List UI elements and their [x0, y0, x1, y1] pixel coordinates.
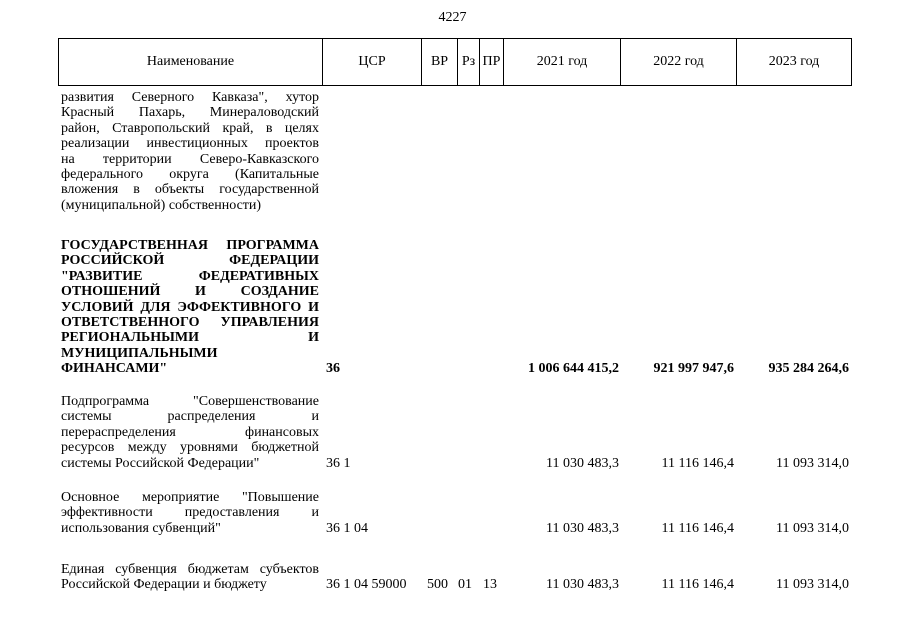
row-name-line: Единая субвенция бюджетам субъектов [61, 562, 319, 577]
cell-y2021: 11 030 483,3 [546, 455, 619, 471]
col-pr-header: ПР [480, 39, 504, 85]
cell-y2022: 921 997 947,6 [653, 361, 734, 377]
col-2023-header: 2023 год [768, 54, 820, 69]
row-name-line: на территории Северо-Кавказского [61, 151, 319, 167]
cell-y2021: 1 006 644 415,2 [528, 361, 619, 377]
row-name [61, 90, 319, 213]
row-name-line: МУНИЦИПАЛЬНЫМИ [61, 345, 218, 361]
row-name-line: реализации инвестиционных проектов [61, 136, 319, 152]
cell-vr: 500 [427, 577, 448, 593]
row-name [61, 562, 319, 593]
cell-y2022: 11 116 146,4 [661, 577, 734, 593]
col-csr-header: ЦСР [323, 39, 422, 85]
table-header [58, 38, 852, 86]
row-name-line: ОТВЕТСТВЕННОГО УПРАВЛЕНИЯ [61, 314, 319, 330]
row-name-line: РЕГИОНАЛЬНЫМИ И [61, 330, 319, 346]
cell-y2021: 11 030 483,3 [546, 520, 619, 536]
col-vr-header: ВР [422, 39, 458, 85]
col-rz-header: Рз [458, 39, 480, 85]
row-name-line: Российской Федерации и бюджету [61, 577, 267, 593]
row-name [61, 394, 319, 471]
row-name-line: район, Ставропольский край, в целях [61, 120, 319, 136]
row-name-line: РОССИЙСКОЙ ФЕДЕРАЦИИ [61, 253, 319, 269]
row-name-line: Основное мероприятие "Повышение [61, 490, 319, 505]
cell-y2021: 11 030 483,3 [546, 577, 619, 593]
cell-y2023: 11 093 314,0 [776, 520, 849, 536]
col-name-header: Наименование [59, 39, 323, 85]
cell-csr: 36 1 04 59000 [326, 577, 407, 593]
col-2021-header: 2021 год [504, 39, 621, 85]
cell-csr: 36 1 04 [326, 520, 368, 536]
row-name-line: использования субвенций" [61, 520, 221, 536]
row-name-line: УСЛОВИЙ ДЛЯ ЭФФЕКТИВНОГО И [61, 299, 319, 315]
row-name-line: "РАЗВИТИЕ ФЕДЕРАТИВНЫХ [61, 268, 319, 284]
cell-y2023: 11 093 314,0 [776, 577, 849, 593]
cell-y2023: 935 284 264,6 [768, 361, 849, 377]
row-name-line: вложения в объекты государственной [61, 182, 319, 198]
row-name-line: ОТНОШЕНИЙ И СОЗДАНИЕ [61, 284, 319, 300]
page-number: 4227 [438, 10, 467, 25]
row-name-line: развития Северного Кавказа", хутор [61, 90, 319, 105]
row-name-line: федерального округа (Капитальные [61, 166, 319, 182]
cell-csr: 36 [326, 361, 340, 377]
cell-y2022: 11 116 146,4 [661, 455, 734, 471]
cell-y2022: 11 116 146,4 [661, 520, 734, 536]
row-name-line: системы Российской Федерации" [61, 455, 260, 471]
row-name-line: Подпрограмма "Совершенствование [61, 394, 319, 409]
row-name-line: перераспределения финансовых [61, 424, 319, 440]
row-name [61, 490, 319, 536]
row-name-line: системы распределения и [61, 409, 319, 425]
row-name-line: ГОСУДАРСТВЕННАЯ ПРОГРАММА [61, 238, 319, 253]
cell-pr: 13 [483, 577, 497, 593]
row-name [61, 238, 319, 377]
cell-y2023: 11 093 314,0 [776, 455, 849, 471]
row-name-line: ФИНАНСАМИ" [61, 361, 168, 377]
row-name-line: эффективности предоставления и [61, 505, 319, 521]
row-name-line: ресурсов между уровнями бюджетной [61, 440, 319, 456]
cell-rz: 01 [458, 577, 472, 593]
row-name-line: (муниципальной) собственности) [61, 197, 262, 213]
row-name-line: Красный Пахарь, Минераловодский [61, 105, 319, 121]
col-2022-header: 2022 год [621, 39, 737, 85]
cell-csr: 36 1 [326, 455, 351, 471]
